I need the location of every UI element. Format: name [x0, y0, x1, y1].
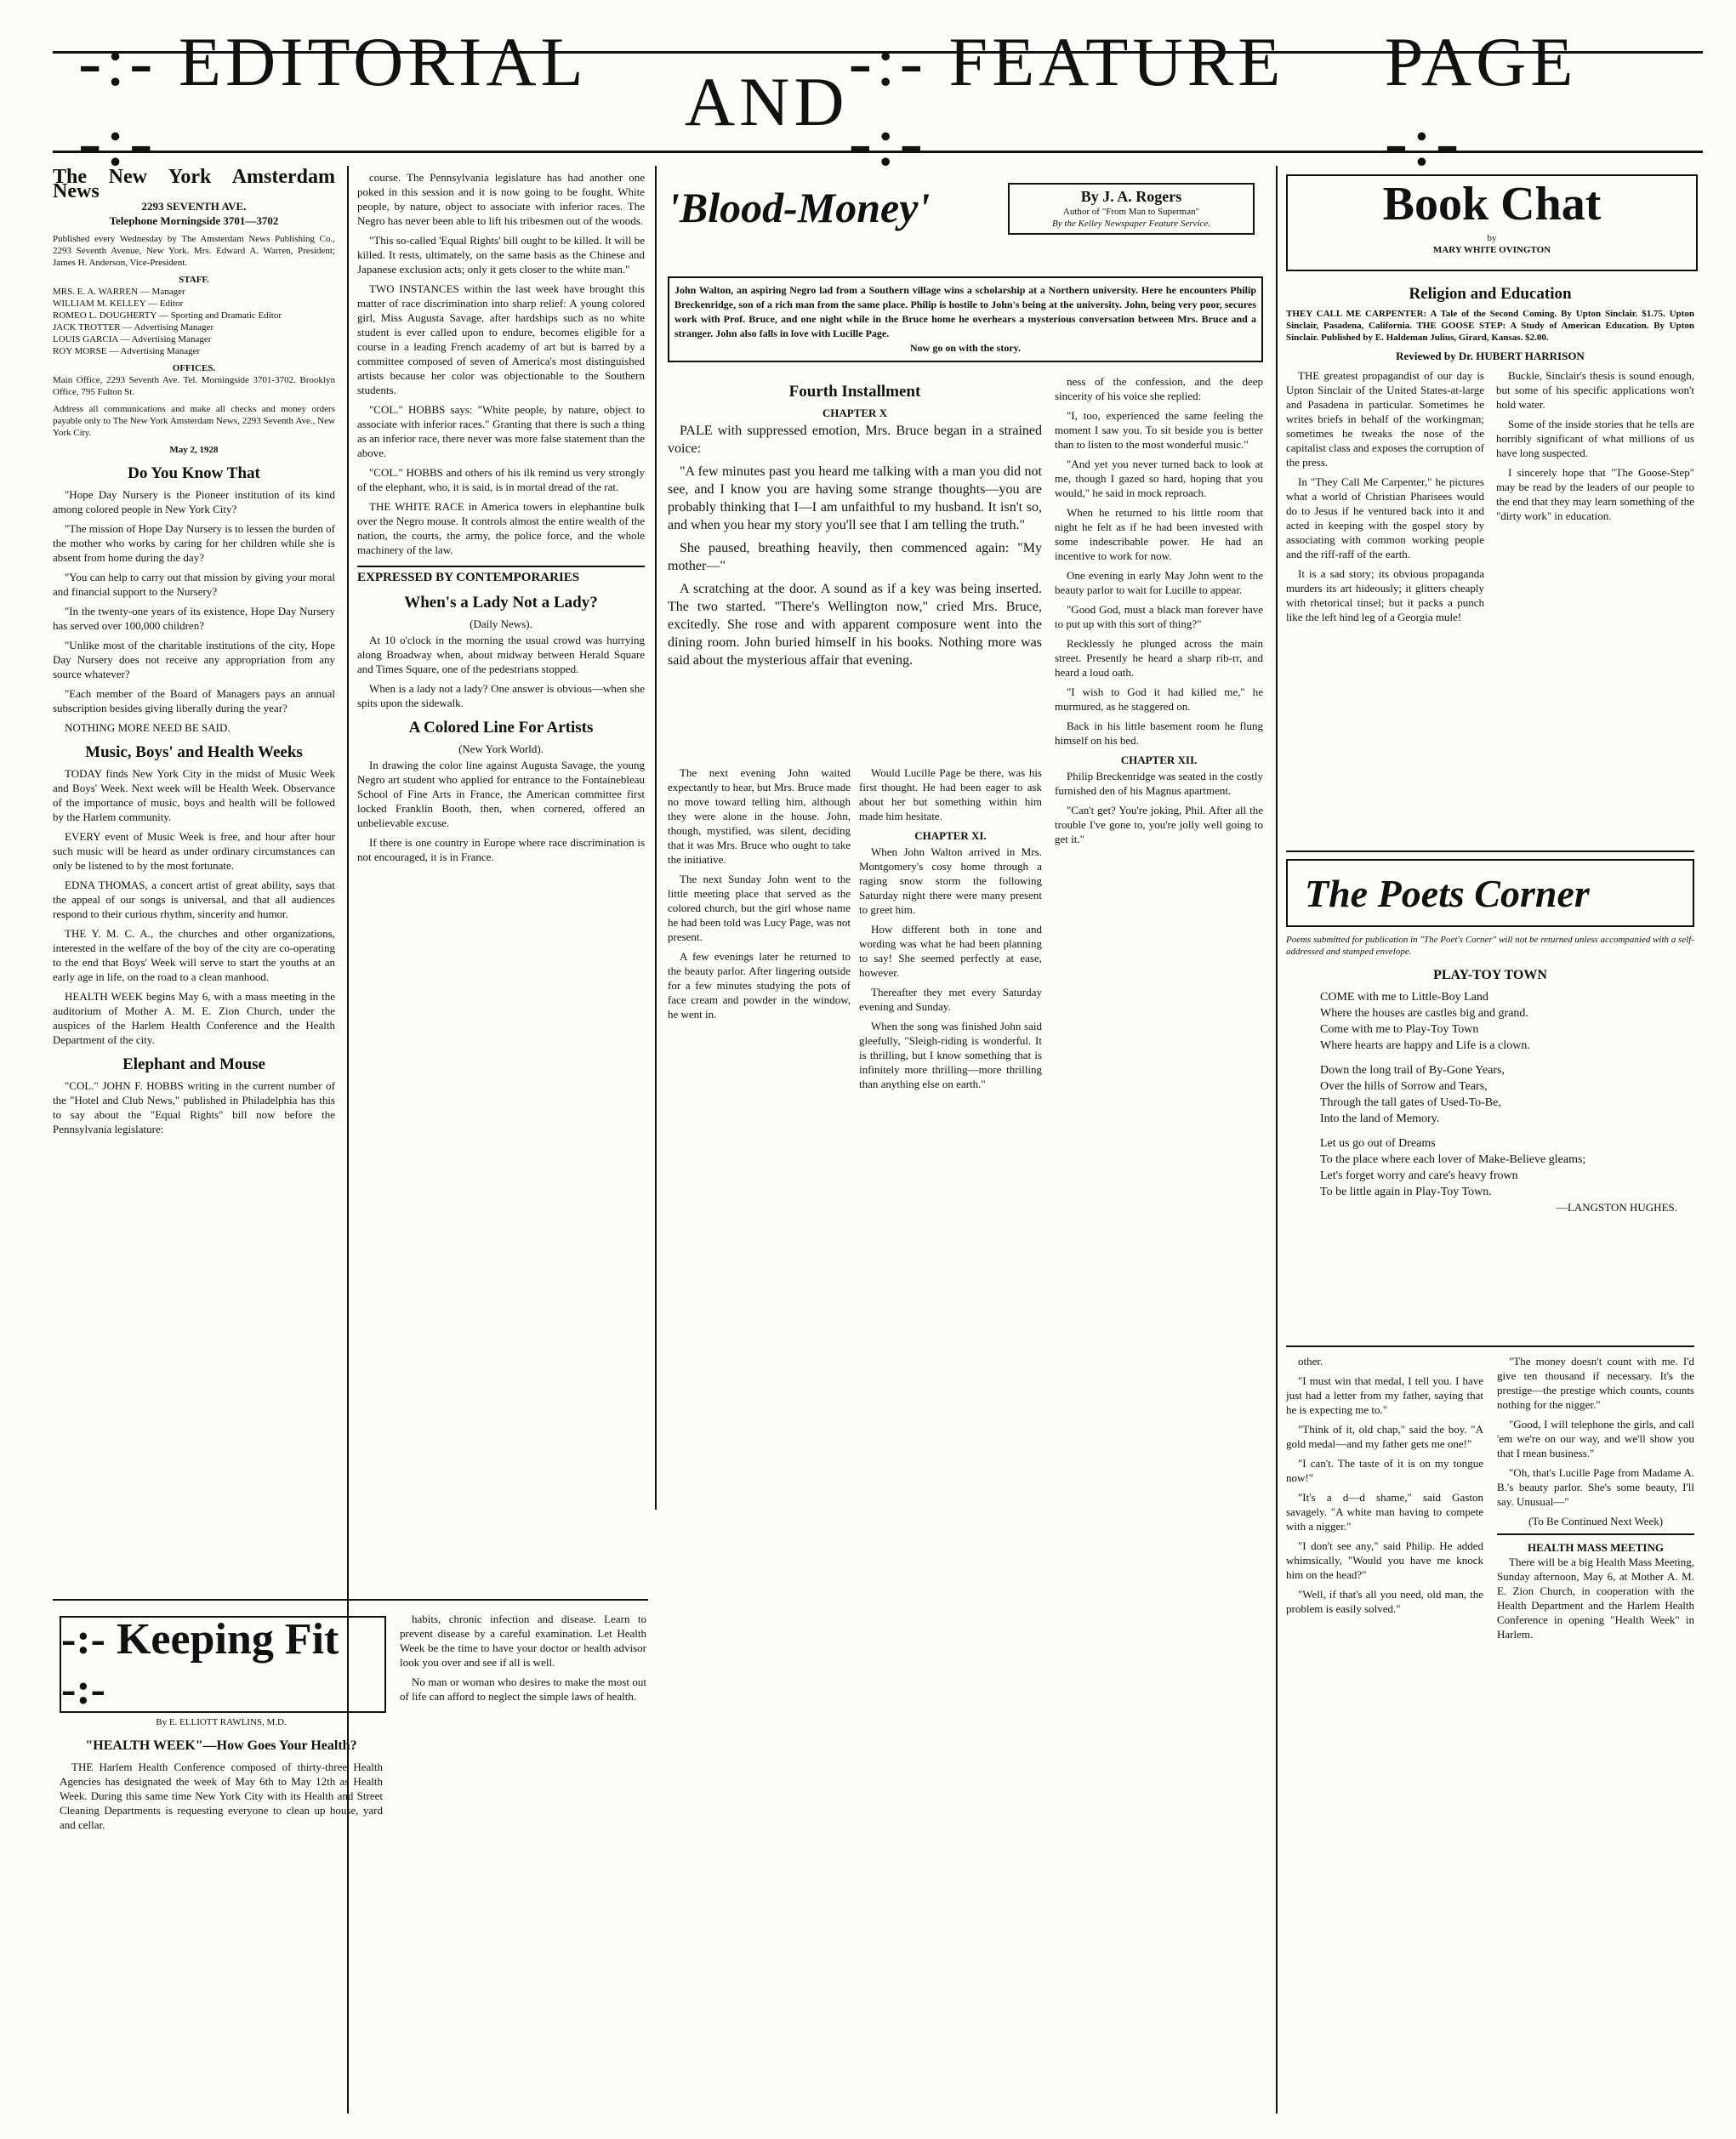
chapter-label: CHAPTER XI. — [914, 829, 987, 842]
blood-money-column-b — [859, 765, 1042, 1096]
blood-money-column-c — [1055, 374, 1263, 851]
keeping-fit-title-box — [60, 1616, 386, 1713]
editorial-column-2 — [357, 170, 645, 869]
banner-word-page: PAGE -:- — [1384, 23, 1578, 180]
blood-money-author-note: Author of "From Man to Superman" — [1062, 207, 1200, 217]
paragraph: Philip Breckenridge was seated in the costly furnished den of his Magnus apartment. — [1055, 770, 1263, 797]
paragraph: "I, too, experienced the same feeling the moment I saw you. To sit beside you is better than to listen to the most wonderful music." — [1055, 409, 1263, 451]
paragraph: There will be a big Health Mass Meeting, Sunday afternoon, May 6, at Mother A. M. E. Zion Church, in cooperation with the Health Department and the Harlem Health Conference in opening "Health Week" in Harlem. — [1497, 1556, 1694, 1641]
paragraph: habits, chronic infection and disease. Learn to prevent disease by a careful examination. Let Health Week be the time to have your doctor or health advisor look you over and see if all is well. — [400, 1613, 646, 1669]
staff-line: LOUIS GARCIA — Advertising Manager — [53, 334, 212, 344]
headline-lady: When's a Lady Not a Lady? — [404, 594, 598, 612]
paragraph: course. The Pennsylvania legislature has had another one poked in this session and it is now going to be fought. White people, by nature, object to associate with inferior races. The Negro has never been able to lift his tribesmen out of the woods. — [357, 171, 645, 227]
poem-line: Where the houses are castles big and grand. — [1320, 1007, 1528, 1020]
paragraph: "Hope Day Nursery is the Pioneer institution of its kind among colored people in New York City? — [53, 488, 335, 515]
book-list: THEY CALL ME CARPENTER: A Tale of the Second Coming. By Upton Sinclair. $1.75. Upton Sinclair, Pasadena, California. THE GOOSE STEP: A Study of American Education. By Upton Sinclair. Published by E. Haldeman Julius, Girard, Kansas. $2.00. — [1286, 309, 1694, 343]
paragraph: THE Y. M. C. A., the churches and other organizations, interested in the welfare of the boy of the city are co-operating to the end that Boys' Week will serve to start the youths at an early age in life, on the road to a clean manhood. — [53, 927, 335, 983]
paragraph: other. — [1298, 1355, 1323, 1368]
headline-color-line: A Colored Line For Artists — [408, 719, 594, 737]
keeping-fit-column-2 — [400, 1612, 646, 1709]
keeping-fit-rule — [53, 1599, 648, 1601]
paragraph: "And yet you never turned back to look at me, though I gazed so hard, hoping that you would," he said in mock reproach. — [1055, 458, 1263, 499]
paragraph: I sincerely hope that "The Goose-Step" may be read by the leaders of our people to the end that they may learn something of the "dirty work" in education. — [1496, 466, 1694, 522]
poets-note: Poems submitted for publication in "The Poet's Corner" will not be returned unless accompanied with a self-addressed and stamped envelope. — [1286, 935, 1694, 957]
paragraph: The next Sunday John went to the little meeting place that served as the colored church, but the girl whose name he had been told was Lucy Page, was not present. — [668, 873, 851, 943]
paragraph: "COL." HOBBS says: "White people, by nature, object to associate with inferior races." Granting that there is such a thing as an inferior race, there never was more false statement than the above. — [357, 403, 645, 459]
chapter-label: CHAPTER XII. — [1120, 754, 1198, 766]
masthead-phone: Telephone Morningside 3701—3702 — [109, 214, 279, 227]
paragraph: "The money doesn't count with me. I'd give ten thousand if necessary. It's the prestige—the prestige which counts, counts nothing for the nigger." — [1497, 1355, 1694, 1411]
paragraph: "Oh, that's Lucille Page from Madame A. B.'s beauty parlor. She's some beauty, I'll say. Unusual—" — [1497, 1466, 1694, 1508]
paragraph: Back in his little basement room he flung himself on his bed. — [1055, 720, 1263, 747]
paragraph: "A few minutes past you heard me talking with a man you did not see, and I know you are having some strange thoughts—you are probably thinking that I—I am unfaithful to my husband. It isn't so, and when you hear my story you'll see that I am telling the truth." — [668, 464, 1042, 532]
book-chat-by: by — [1487, 233, 1497, 243]
staff-line: MRS. E. A. WARREN — Manager — [53, 287, 185, 297]
book-chat-body — [1286, 276, 1694, 629]
paragraph: "The mission of Hope Day Nursery is to lessen the burden of the mother who works by caring for her children while she is absent from home during the day? — [53, 522, 335, 564]
paragraph: When is a lady not a lady? One answer is obvious—when she spits upon the sidewalk. — [357, 682, 645, 709]
editorial-column-1 — [53, 166, 335, 1141]
paragraph: "Each member of the Board of Managers pays an annual subscription besides giving liberally during the year? — [53, 687, 335, 714]
paragraph: Some of the inside stories that he tells are horribly significant of what millions of us have long suspected. — [1496, 418, 1694, 459]
poem-line: To the place where each lover of Make-Believe gleams; — [1320, 1153, 1586, 1166]
paragraph: When the song was finished John said gleefully, "Sleigh-riding is wonderful. It is thrilling, but I know something that is infinitely more thrilling—more thrilling than anything else on earth." — [859, 1020, 1042, 1090]
paragraph: A few evenings later he returned to the beauty parlor. After lingering outside for a few minutes studying the pots of face cream and powder in the window, he went in. — [668, 950, 851, 1021]
section-rule — [1286, 1345, 1694, 1347]
paragraph: "I must win that medal, I tell you. I have just had a letter from my father, saying that he is expecting me to." — [1286, 1374, 1483, 1416]
keeping-fit-column-1 — [60, 1716, 383, 1837]
banner-word-and: AND — [684, 63, 849, 140]
staff-line: JACK TROTTER — Advertising Manager — [53, 322, 214, 333]
book-chat-author: MARY WHITE OVINGTON — [1432, 245, 1551, 255]
headline-contemporaries: EXPRESSED BY CONTEMPORARIES — [357, 571, 580, 584]
synopsis-box — [668, 276, 1263, 362]
staff-line: WILLIAM M. KELLEY — Editor — [53, 299, 184, 309]
paragraph: Buckle, Sinclair's thesis is sound enough, but some of his specific applications won't hold water. — [1496, 369, 1694, 411]
poets-corner-header — [1286, 859, 1694, 927]
blood-money-title: 'Blood-Money' — [668, 184, 931, 231]
book-chat-header — [1286, 174, 1698, 271]
paragraph: She paused, breathing heavily, then commenced again: "My mother—" — [668, 541, 1042, 573]
paragraph: One evening in early May John went to the beauty parlor to wait for Lucille to appear. — [1055, 569, 1263, 596]
story-continued-column-b — [1497, 1354, 1694, 1647]
book-chat-title: Book Chat — [1382, 178, 1602, 230]
poem-line: Through the tall gates of Used-To-Be, — [1320, 1096, 1501, 1109]
poem-line: Into the land of Memory. — [1320, 1112, 1440, 1125]
page-banner — [53, 23, 1703, 180]
reviewer: Reviewed by Dr. HUBERT HARRISON — [1396, 350, 1585, 362]
source-daily-news: (Daily News). — [470, 617, 532, 630]
poets-corner-title: The Poets Corner — [1305, 871, 1590, 915]
blood-money-header — [668, 174, 1263, 268]
masthead — [53, 166, 335, 456]
paragraph: HEALTH WEEK begins May 6, with a mass meeting in the auditorium of Mother A. M. E. Zion Church, under the auspices of the Harlem Health Conference and the Health Department of the city. — [53, 990, 335, 1046]
paragraph: "You can help to carry out that mission by giving your moral and financial support to the Nursery? — [53, 571, 335, 598]
paragraph: "COL." HOBBS and others of his ilk remind us very strongly of the elephant, who, it is said, is in mortal dread of the rat. — [357, 466, 645, 493]
paragraph: TODAY finds New York City in the midst of Music Week and Boys' Week. Next week will be Health Week. Observance of the importance of music, boys and health will be followed by the Harlem community. — [53, 767, 335, 823]
paragraph: "COL." JOHN F. HOBBS writing in the current number of the "Hotel and Club News," published in Philadelphia has this to say about the "Equal Rights" bill now before the Pennsylvania legislature: — [53, 1079, 335, 1135]
poem-lines — [1286, 989, 1694, 1200]
paragraph: THE greatest propagandist of our day is Upton Sinclair of the United States-at-large and Pasadena in particular. Sometimes he writes briefs in behalf of the workingman; sometimes he tweaks the nose of the capitalist class and exposes the corruption of the press. — [1286, 369, 1484, 469]
masthead-title: The New York Amsterdam News — [53, 166, 335, 202]
poem-line: COME with me to Little-Boy Land — [1320, 991, 1488, 1004]
paragraph: At 10 o'clock in the morning the usual crowd was hurrying along Broadway when, about midway between Herald Square and Times Square, one of the pedestrians stopped. — [357, 634, 645, 675]
paragraph: The next evening John waited expectantly to hear, but Mrs. Bruce made no move toward telling him, although they were alone in the house. John, though, mystified, was silent, deciding that it was Mrs. Bruce who ought to take the initiative. — [668, 766, 851, 866]
poem-line: Over the hills of Sorrow and Tears, — [1320, 1080, 1488, 1093]
staff-label: STAFF. — [179, 275, 209, 285]
paragraph: PALE with suppressed emotion, Mrs. Bruce began in a strained voice: — [668, 424, 1042, 456]
column-rule — [1276, 166, 1278, 2113]
masthead-address: 2293 SEVENTH AVE. — [141, 200, 247, 213]
headline-health-meeting: HEALTH MASS MEETING — [1528, 1541, 1664, 1554]
paragraph: "I can't. The taste of it is on my tongue now!" — [1286, 1457, 1483, 1484]
paragraph: When he returned to his little room that night he felt as if he had been invested with some indescribable power. He had an incentive to work for now. — [1055, 506, 1263, 562]
paragraph: "Good, I will telephone the girls, and call 'em we're on our way, and we'll show you that I mean business." — [1497, 1418, 1694, 1459]
paragraph: EVERY event of Music Week is free, and hour after hour such music will be heard as under ordinary circumstances can only be listened to by the most fortunate. — [53, 830, 335, 872]
poem-line: Come with me to Play-Toy Town — [1320, 1023, 1479, 1036]
source-world: (New York World). — [458, 742, 544, 755]
paragraph: If there is one country in Europe where race discrimination is not encouraged, it is in France. — [357, 836, 645, 863]
paragraph: Would Lucille Page be there, was his first thought. He had been eager to ask about her but something within him made him hesitate. — [859, 766, 1042, 822]
paragraph: "It's a d—d shame," said Gaston savagely. "A white man having to compete with a nigger." — [1286, 1491, 1483, 1533]
paragraph: In drawing the color line against Augusta Savage, the young Negro art student who applied for entrance to the Fontainebleau School of Fine Arts in France, the American committee first locked Franklin Booth, then, when cornered, offered an unbelievable excuse. — [357, 759, 645, 829]
paragraph: In "They Call Me Carpenter," he pictures what a world of Christian Pharisees would do to Jesus if he ventured back into it and acted in keeping with the gospel story by associating with common working people and the riff-raff of the earth. — [1286, 475, 1484, 560]
paragraph: "I don't see any," said Philip. He added whimsically, "Would you have me knock him on the head?" — [1286, 1539, 1483, 1581]
poem-line: Let's forget worry and care's heavy frown — [1320, 1169, 1518, 1182]
paragraph: Recklessly he plunged across the main street. Presently he heard a sharp rib-rr, and heard a loud oath. — [1055, 637, 1263, 679]
paragraph: NOTHING MORE NEED BE SAID. — [65, 721, 231, 734]
poets-corner-body — [1286, 934, 1694, 1215]
issue-date: May 2, 1928 — [169, 445, 219, 455]
book-chat-section: Religion and Education — [1409, 285, 1572, 303]
poets-rule — [1286, 850, 1694, 852]
synopsis-continue: Now go on with the story. — [909, 342, 1021, 354]
paragraph: "Can't get? You're joking, Phil. After all the trouble I've gone to, you're jolly well going to get it." — [1055, 804, 1263, 845]
paragraph: No man or woman who desires to make the most out of life can afford to neglect the simple laws of health. — [400, 1675, 646, 1703]
staff-line: ROMEO L. DOUGHERTY — Sporting and Dramatic Editor — [53, 310, 282, 321]
publisher-note: Published every Wednesday by The Amsterdam News Publishing Co., 2293 Seventh Avenue, New York. Mrs. Edward A. Warren, President; James H. Anderson, Vice-President. — [53, 234, 335, 268]
offices-text: Main Office, 2293 Seventh Ave. Tel. Morningside 3701-3702. Brooklyn Office, 795 Fulton St. — [53, 375, 335, 397]
banner-word-editorial: -:- EDITORIAL -:- — [78, 23, 585, 180]
offices-label: OFFICES. — [172, 363, 216, 373]
paragraph: ness of the confession, and the deep sincerity of his voice she replied: — [1055, 375, 1263, 402]
synopsis-text: John Walton, an aspiring Negro lad from a Southern village wins a scholarship at a Northern university. Here he encounters Philip Breckenridge, son of a rich man from the same place. Philip is hostile to John's being at the university. John, being very poor, secures work with Prof. Bruce, and one night while in the Bruce home he overhears a mysterious conversation between Mrs. Bruce and a stranger. John also falls in love with Lucille Page. — [674, 284, 1256, 339]
paragraph: TWO INSTANCES within the last week have brought this matter of race discrimination into sharp relief: A young colored girl, Miss Augusta Savage, after hardships such as no white student is ever called upon to endure, becomes eligible for a course in a leading French academy of art but is barred by a committee composed of seven of America's most distinguished artists because her color was objectionable to the Southern students. — [357, 282, 645, 396]
continued-note: (To Be Continued Next Week) — [1528, 1515, 1664, 1527]
paragraph: "Think of it, old chap," said the boy. "A gold medal—and my father gets me one!" — [1286, 1423, 1483, 1450]
keeping-fit-title: -:- Keeping Fit -:- — [61, 1615, 339, 1714]
banner-word-feature: -:- FEATURE -:- — [848, 23, 1285, 180]
paragraph: THE WHITE RACE in America towers in elephantine bulk over the Negro mouse. It controls almost the entire wealth of the nation, the courts, the army, the police force, and the whole machinery of the law. — [357, 500, 645, 556]
paragraph: "This so-called 'Equal Rights' bill ought to be killed. It will be killed. It rests, ultimately, on the same basis as the Chinese and Japanese exclusion acts; only it gets closer to the white man." — [357, 234, 645, 276]
headline-music-weeks: Music, Boys' and Health Weeks — [85, 743, 303, 761]
poem-line: Let us go out of Dreams — [1320, 1137, 1436, 1150]
paragraph: THE Harlem Health Conference composed of thirty-three Health Agencies has designated the week of May 6th to May 12th as Health Week. During this same time New York City with its Health and Street Cleaning Departments is requesting everyone to clean up house, yard and cellar. — [60, 1761, 383, 1831]
poem-line: Down the long trail of By-Gone Years, — [1320, 1064, 1505, 1077]
paragraph: It is a sad story; its obvious propaganda murders its art hideously; it glitters cheaply with rhetorical tinsel; but it packs a punch like the left hind leg of a Georgia mule! — [1286, 567, 1484, 623]
poem-line: Where hearts are happy and Life is a clown. — [1320, 1039, 1530, 1052]
installment-label: Fourth Installment — [788, 383, 921, 401]
poet-signature: —LANGSTON HUGHES. — [1556, 1201, 1677, 1214]
paragraph: Thereafter they met every Saturday evening and Sunday. — [859, 986, 1042, 1013]
paragraph: A scratching at the door. A sound as if a key was being inserted. The two started. "There's Wellington now," cried Mrs. Bruce, excitedly. She rose and with apparent composure went into the dining room. John buried himself in his books. Nothing more was said about the mysterious affair that evening. — [668, 582, 1042, 668]
staff-line: ROY MORSE — Advertising Manager — [53, 346, 201, 356]
address-note: Address all communications and make all checks and money orders payable only to The New York Amsterdam News, 2293 Seventh Ave., New York City. — [53, 404, 335, 438]
poem-line: To be little again in Play-Toy Town. — [1320, 1186, 1492, 1198]
blood-money-lead — [668, 374, 1042, 674]
story-continued-column-a — [1286, 1354, 1483, 1621]
paragraph: "I wish to God it had killed me," he murmured, as he staggered on. — [1055, 686, 1263, 713]
paragraph: "Good God, must a black man forever have to put up with this sort of thing?" — [1055, 603, 1263, 630]
paragraph: "Unlike most of the charitable institutions of the city, Hope Day Nursery does not receive any appropriation from any source whatever? — [53, 639, 335, 680]
blood-money-byline: By J. A. Rogers — [1080, 188, 1182, 205]
paragraph: When John Walton arrived in Mrs. Montgomery's cosy home through a raging snow storm the following Saturday night there were many present to greet him. — [859, 845, 1042, 916]
paragraph: EDNA THOMAS, a concert artist of great ability, says that the appeal of our songs is universal, and that all audiences respond to their curious rhythm, sincerity and humor. — [53, 879, 335, 920]
blood-money-column-a — [668, 765, 851, 1027]
headline-elephant-mouse: Elephant and Mouse — [122, 1055, 265, 1073]
paragraph: How different both in tone and wording was what he had been planning to say! She seemed perfectly at ease, however. — [859, 923, 1042, 979]
paragraph: "In the twenty-one years of its existence, Hope Day Nursery has served over 100,000 children? — [53, 605, 335, 632]
chapter-label: CHAPTER X — [822, 407, 888, 419]
poem-title: PLAY-TOY TOWN — [1433, 968, 1547, 982]
keeping-fit-byline: By E. ELLIOTT RAWLINS, M.D. — [156, 1717, 287, 1727]
headline-do-you-know: Do You Know That — [128, 464, 260, 482]
blood-money-service: By the Kelley Newspaper Feature Service. — [1052, 219, 1210, 229]
paragraph: "Well, if that's all you need, old man, the problem is easily solved." — [1286, 1588, 1483, 1615]
column-rule — [655, 166, 657, 1510]
keeping-fit-subhead: "HEALTH WEEK"—How Goes Your Health? — [85, 1738, 357, 1753]
